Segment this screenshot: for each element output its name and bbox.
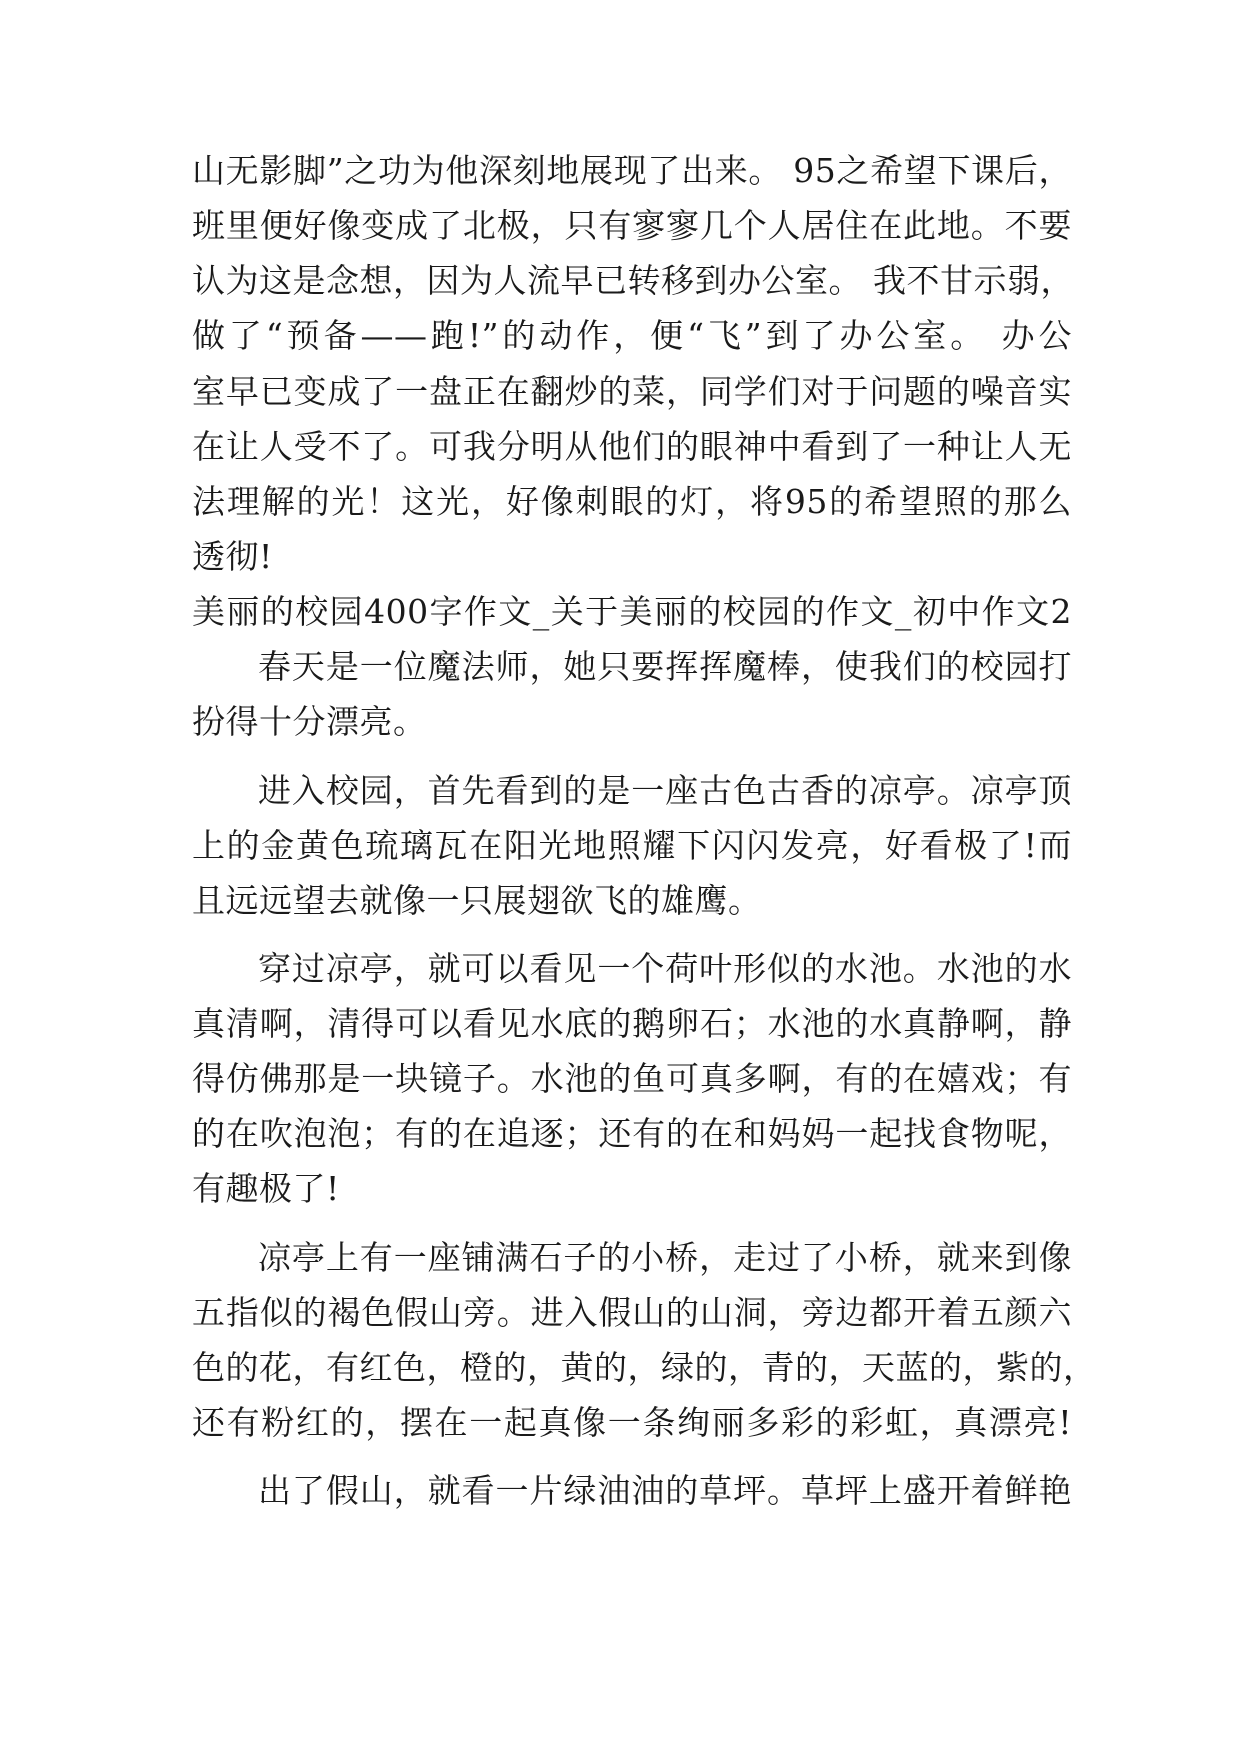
text-line: 扮得十分漂亮。 [192, 702, 427, 741]
paragraph-start: 凉亭上有一座铺满石子的小桥，走过了小桥，就来到像 [258, 1238, 1072, 1277]
text-line: 室早已变成了一盘正在翻炒的菜，同学们对于问题的噪音实 [192, 372, 1072, 411]
article-title: 美丽的校园400字作文_关于美丽的校园的作文_初中作文2 [192, 592, 1072, 631]
text-line: 色的花，有红色，橙的，黄的，绿的，青的，天蓝的，紫的， [192, 1348, 1097, 1387]
text-line: 五指似的褐色假山旁。进入假山的山洞，旁边都开着五颜六 [192, 1293, 1072, 1332]
text-line: 在让人受不了。可我分明从他们的眼神中看到了一种让人无 [192, 427, 1072, 466]
paragraph-start: 出了假山，就看一片绿油油的草坪。草坪上盛开着鲜艳 [258, 1471, 1072, 1510]
text-line: 做了“预备——跑!”的动作，便“飞”到了办公室。 办公 [192, 316, 1072, 355]
paragraph-start: 穿过凉亭，就可以看见一个荷叶形似的水池。水池的水 [258, 949, 1072, 988]
text-line: 班里便好像变成了北极，只有寥寥几个人居住在此地。不要 [192, 206, 1072, 245]
text-line: 认为这是念想，因为人流早已转移到办公室。 我不甘示弱， [192, 261, 1074, 300]
text-line: 透彻! [192, 537, 273, 576]
paragraph-start: 进入校园，首先看到的是一座古色古香的凉亭。凉亭顶 [258, 771, 1072, 810]
text-line: 且远远望去就像一只展翅欲飞的雄鹰。 [192, 881, 762, 920]
text-line: 得仿佛那是一块镜子。水池的鱼可真多啊，有的在嬉戏；有 [192, 1059, 1072, 1098]
paragraph-start: 春天是一位魔法师，她只要挥挥魔棒，使我们的校园打 [258, 647, 1072, 686]
text-line: 山无影脚”之功为他深刻地展现了出来。 95之希望下课后， [192, 151, 1072, 190]
text-line: 法理解的光！这光，好像刺眼的灯，将95的希望照的那么 [192, 482, 1072, 521]
text-line: 的在吹泡泡；有的在追逐；还有的在和妈妈一起找食物呢， [192, 1114, 1072, 1153]
text-line: 真清啊，清得可以看见水底的鹅卵石；水池的水真静啊，静 [192, 1004, 1072, 1043]
text-line: 有趣极了! [192, 1169, 340, 1208]
text-line: 上的金黄色琉璃瓦在阳光地照耀下闪闪发亮，好看极了!而 [192, 826, 1072, 865]
text-line: 还有粉红的，摆在一起真像一条绚丽多彩的彩虹，真漂亮! [192, 1403, 1072, 1442]
